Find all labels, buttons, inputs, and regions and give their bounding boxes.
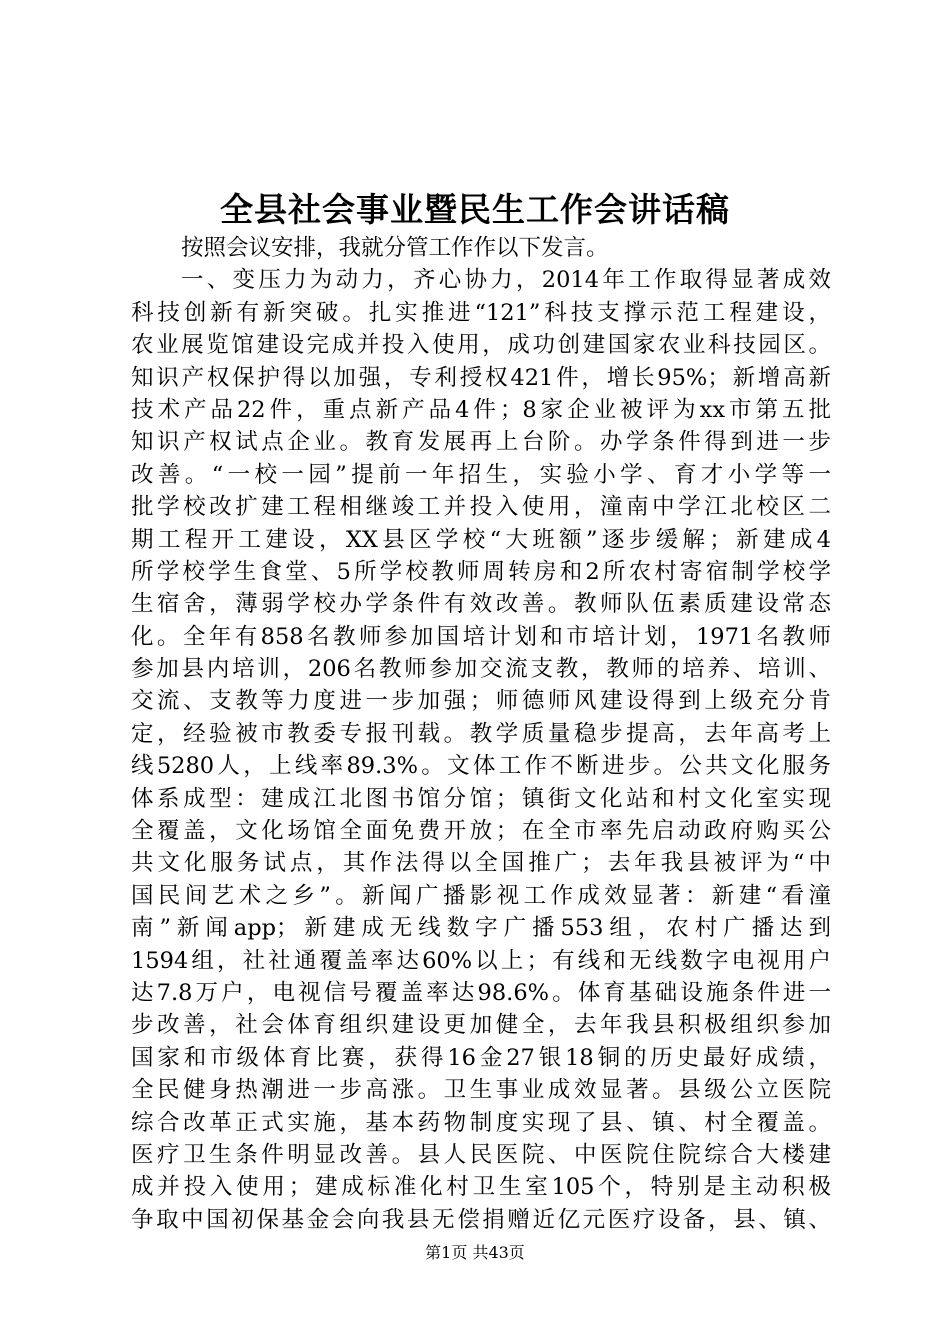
paragraph-line: 线5280人，上线率89.3%。文体工作不断进步。公共文化服务 xyxy=(131,753,831,780)
paragraph-line: 科技创新有新突破。扎实推进“121”科技支撑示范工程建设， xyxy=(131,299,831,326)
paragraph-line: 生宿舍，薄弱学校办学条件有效改善。教师队伍素质建设常态 xyxy=(131,591,831,618)
paragraph-line: 共文化服务试点，其作法得以全国推广；去年我县被评为“中 xyxy=(131,850,831,877)
paragraph-line: 农业展览馆建设完成并投入使用，成功创建国家农业科技园区。 xyxy=(131,332,831,359)
page-footer: 第1页 共43页 xyxy=(425,1243,525,1262)
paragraph-line: 南”新闻app；新建成无线数字广播553组，农村广播达到 xyxy=(131,915,831,942)
paragraph-line: 成并投入使用；建成标准化村卫生室105个，特别是主动积极 xyxy=(131,1174,831,1201)
paragraph-line: 综合改革正式实施，基本药物制度实现了县、镇、村全覆盖。 xyxy=(131,1109,831,1136)
paragraph-line: 国家和市级体育比赛，获得16金27银18铜的历史最好成绩， xyxy=(131,1044,831,1071)
paragraph-line: 知识产权试点企业。教育发展再上台阶。办学条件得到进一步 xyxy=(131,429,831,456)
paragraph-line: 体系成型：建成江北图书馆分馆；镇街文化站和村文化室实现 xyxy=(131,785,831,812)
paragraph-line: 全覆盖，文化场馆全面免费开放；在全市率先启动政府购买公 xyxy=(131,818,831,845)
document-title: 全县社会事业暨民生工作会讲话稿 xyxy=(220,190,730,229)
paragraph-line: 知识产权保护得以加强，专利授权421件，增长95%；新增高新 xyxy=(131,364,831,391)
paragraph-line: 医疗卫生条件明显改善。县人民医院、中医院住院综合大楼建 xyxy=(131,1141,831,1168)
paragraph-line: 步改善，社会体育组织建设更加健全，去年我县积极组织参加 xyxy=(131,1012,831,1039)
paragraph-line: 全民健身热潮进一步高涨。卫生事业成效显著。县级公立医院 xyxy=(131,1077,831,1104)
paragraph-line: 所学校学生食堂、5所学校教师周转房和2所农村寄宿制学校学 xyxy=(131,558,831,585)
paragraph-line: 一、变压力为动力，齐心协力，2014年工作取得显著成效 xyxy=(181,267,831,294)
paragraph-line: 国民间艺术之乡”。新闻广播影视工作成效显著：新建“看潼 xyxy=(131,882,831,909)
paragraph-line: 达7.8万户，电视信号覆盖率达98.6%。体育基础设施条件进一 xyxy=(131,979,831,1006)
paragraph-line: 按照会议安排，我就分管工作作以下发言。 xyxy=(181,235,609,261)
paragraph-line: 参加县内培训，206名教师参加交流支教，教师的培养、培训、 xyxy=(131,656,831,683)
paragraph-line: 改善。“一校一园”提前一年招生，实验小学、育才小学等一 xyxy=(131,461,831,488)
paragraph-line: 批学校改扩建工程相继竣工并投入使用，潼南中学江北校区二 xyxy=(131,494,831,521)
paragraph-line: 1594组，社社通覆盖率达60%以上；有线和无线数字电视用户 xyxy=(131,947,831,974)
paragraph-line: 期工程开工建设，XX县区学校“大班额”逐步缓解；新建成4 xyxy=(131,526,831,553)
paragraph-line: 争取中国初保基金会向我县无偿捐赠近亿元医疗设备，县、镇、 xyxy=(131,1206,831,1233)
paragraph-line: 定，经验被市教委专报刊载。教学质量稳步提高，去年高考上 xyxy=(131,720,831,747)
paragraph-line: 技术产品22件，重点新产品4件；8家企业被评为xx市第五批 xyxy=(131,396,831,423)
paragraph-line: 化。全年有858名教师参加国培计划和市培计划，1971名教师 xyxy=(131,623,831,650)
document-body xyxy=(131,232,831,1236)
paragraph-line: 交流、支教等力度进一步加强；师德师风建设得到上级充分肯 xyxy=(131,688,831,715)
